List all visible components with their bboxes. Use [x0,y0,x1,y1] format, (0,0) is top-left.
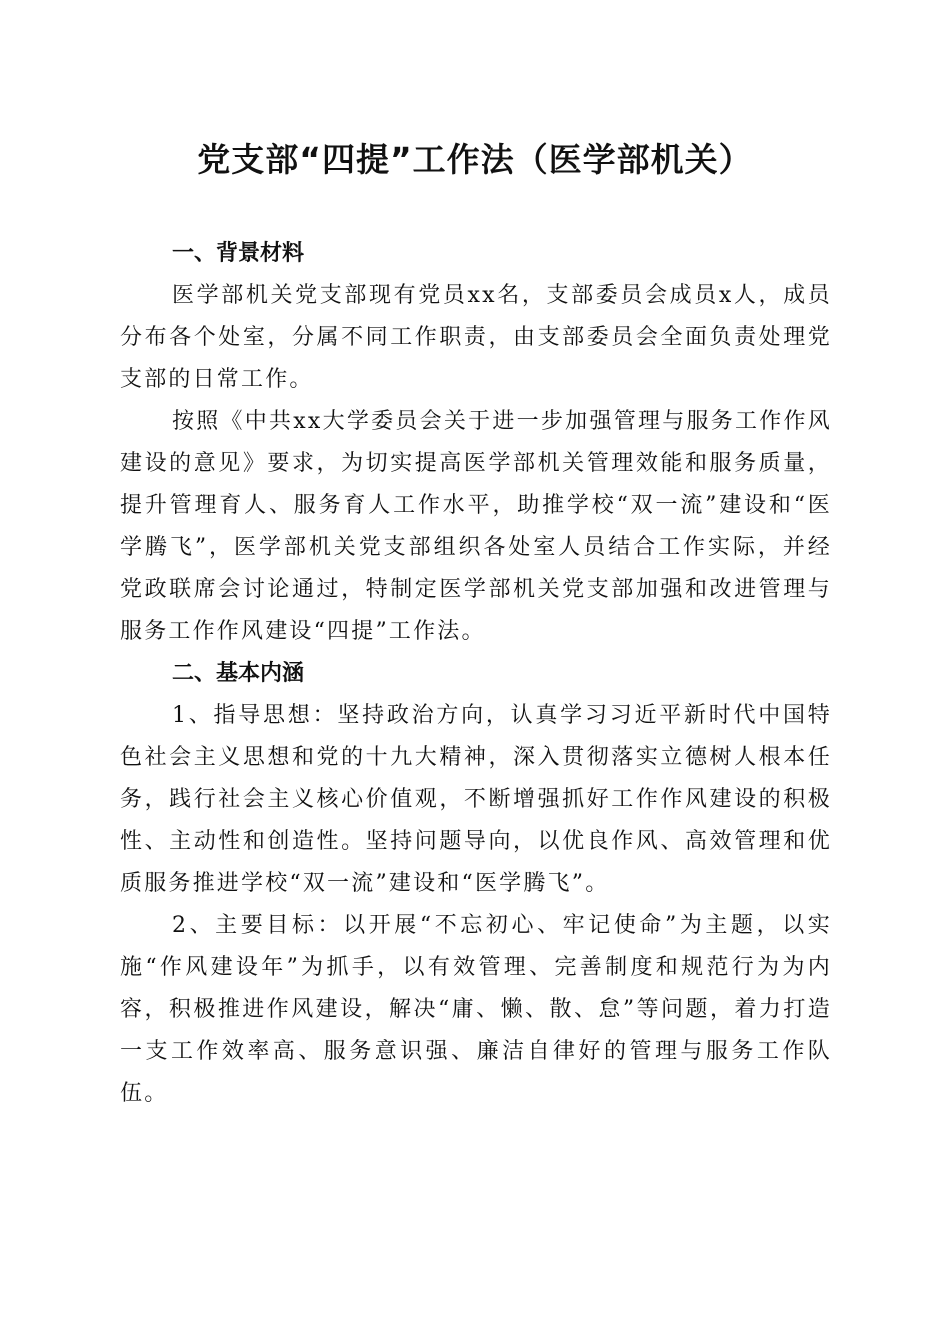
paragraph-guiding-thought: 1、指导思想：坚持政治方向，认真学习习近平新时代中国特色社会主义思想和党的十九大精神，深入贯彻落实立德树人根本任务，践行社会主义核心价值观，不断增强抓好工作作风建设的积极性、主动性和创造性。坚持问题导向，以优良作风、高效管理和优质服务推进学校“双一流”建设和“医学腾飞”。 [120,703,832,896]
document-body [120,233,832,1115]
section-heading-background: 一、背景材料 [172,241,305,266]
section-heading-connotation: 二、基本内涵 [172,661,305,686]
paragraph-main-goal: 2、主要目标：以开展“不忘初心、牢记使命”为主题，以实施“作风建设年”为抓手，以有效管理、完善制度和规范行为为内容，积极推进作风建设，解决“庸、懒、散、怠”等问题，着力打造一支工作效率高、服务意识强、廉洁自律好的管理与服务工作队伍。 [120,913,832,1106]
document-title: 党支部“四提”工作法（医学部机关） [197,140,753,179]
paragraph-background-1: 医学部机关党支部现有党员xx名，支部委员会成员x人，成员分布各个处室，分属不同工作职责，由支部委员会全面负责处理党支部的日常工作。 [120,283,832,392]
paragraph-background-2: 按照《中共xx大学委员会关于进一步加强管理与服务工作作风建设的意见》要求，为切实提高医学部机关管理效能和服务质量，提升管理育人、服务育人工作水平，助推学校“双一流”建设和“医学腾飞”，医学部机关党支部组织各处室人员结合工作实际，并经党政联席会讨论通过，特制定医学部机关党支部加强和改进管理与服务工作作风建设“四提”工作法。 [120,409,832,644]
